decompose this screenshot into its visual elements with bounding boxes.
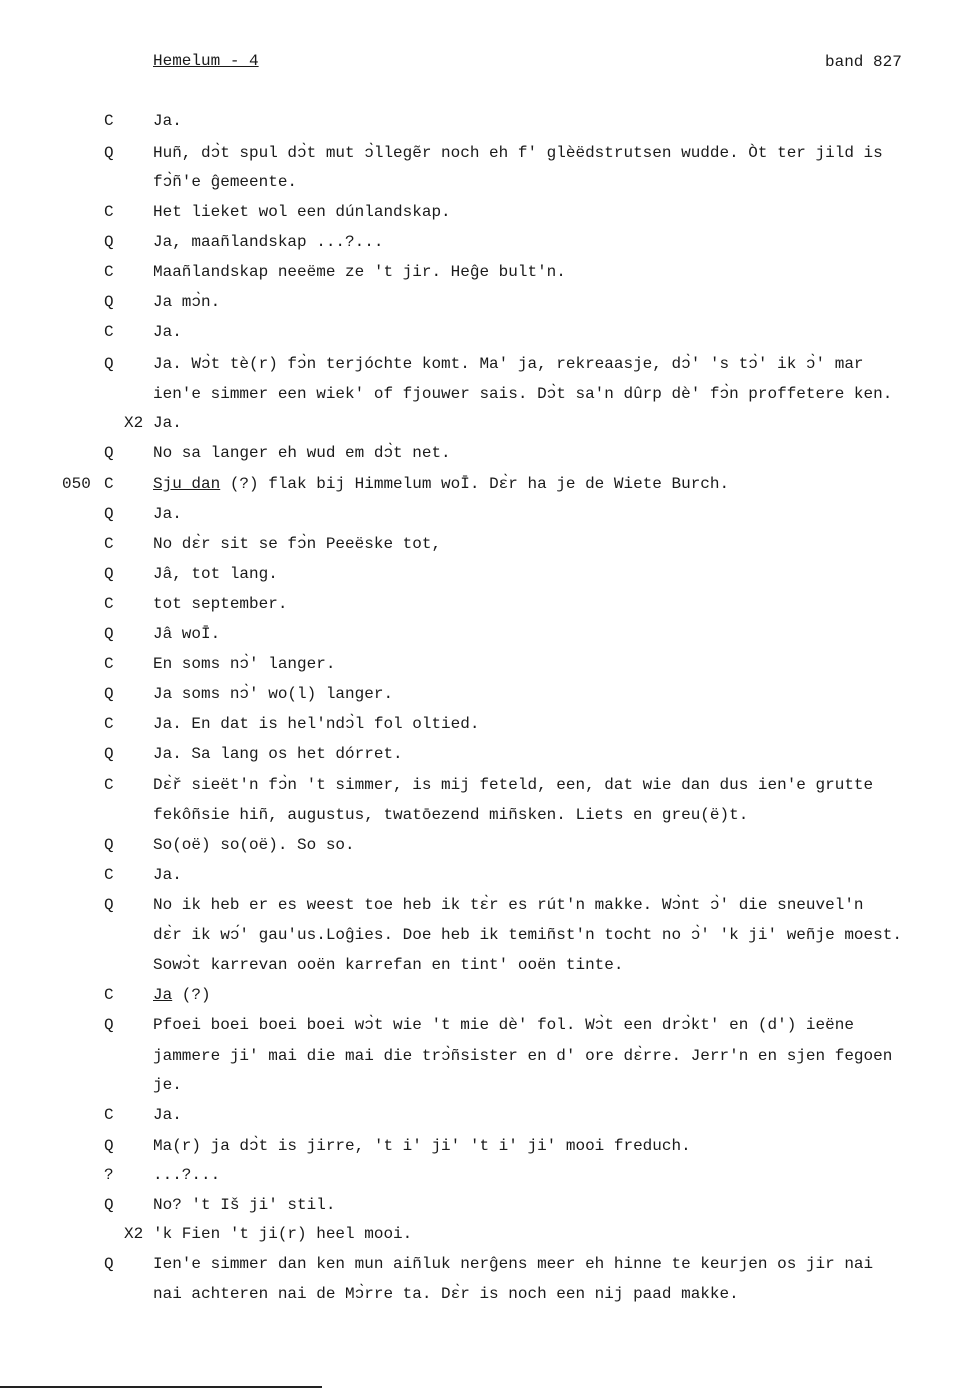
speaker-label: Q [104,685,114,703]
line-text [153,475,729,493]
speaker-label: C [104,655,114,673]
line-text: Ja. [153,323,182,341]
transcript-line [0,475,973,505]
transcript-line [0,1225,973,1255]
margin-line-number: 050 [62,475,91,493]
line-text: Ja. Wɔ̀t tè(r) fɔ̀n terjóchte komt. Ma' ja, rekreaasje, dɔ̀' 's tɔ̀' ik ɔ̀' mar [153,355,864,373]
speaker-label: X2 [124,414,144,432]
speaker-label: Q [104,896,114,914]
line-text: 'k Fien 't ji(r) heel mooi. [153,1225,413,1243]
speaker-label: Q [104,293,114,311]
bottom-divider [0,1386,322,1388]
line-text: Ja mɔ̀n. [153,293,221,311]
underlined-text: Sju dan [153,475,221,493]
line-text: Jâ, tot lang. [153,565,278,583]
speaker-label: Q [104,745,114,763]
line-text: Huñ, dɔ̀t spul dɔ̀t mut ɔ̀llegẽr noch eh f' glèëdstrutsen wudde. Òt ter jild is [153,144,883,162]
line-text: Ja. En dat is hel'ndɔ̀l fol oltied. [153,715,480,733]
speaker-label: C [104,323,114,341]
speaker-label: Q [104,1255,114,1273]
line-text: Ja. [153,414,182,432]
line-text: Ja soms nɔ̀' wo(l) langer. [153,685,394,703]
line-text: No ik heb er es weest toe heb ik tɛ̀r es rút'n makke. Wɔ̀nt ɔ̀' die sneuvel'n [153,896,864,914]
transcript-line [0,1076,973,1106]
speaker-label: Q [104,625,114,643]
line-text: Sowɔ̀t karrevan ooën karrefan en tint' ooën tinte. [153,956,624,974]
transcript-line [0,956,973,986]
line-text: Ja. Sa lang os het dórret. [153,745,403,763]
line-text: ...?... [153,1166,221,1184]
transcript-line [0,385,973,415]
transcript-line [0,144,973,174]
line-text: tot september. [153,595,288,613]
speaker-label: Q [104,836,114,854]
speaker-label: Q [104,355,114,373]
transcript-line [0,112,973,142]
transcript-line [0,745,973,775]
line-text [153,986,211,1004]
line-text: Jâ woĪ. [153,625,221,643]
transcript-line [0,715,973,745]
line-text: ien'e simmer een wiek' of fjouwer sais. Dɔ̀t sa'n dûrp dè' fɔ̀n proffetere ken. [153,385,893,403]
transcript-line [0,293,973,323]
transcript-line [0,233,973,263]
transcript-line [0,1166,973,1196]
speaker-label: C [104,866,114,884]
line-text: Ma(r) ja dɔ̀t is jirre, 't i' ji' 't i' ji' mooi freduch. [153,1137,691,1155]
transcript-line [0,1047,973,1077]
transcript-line [0,655,973,685]
line-text: Ja. [153,112,182,130]
speaker-label: X2 [124,1225,144,1243]
speaker-label: Q [104,444,114,462]
transcript-line [0,625,973,655]
transcript-line [0,1285,973,1315]
transcript-line [0,1255,973,1285]
speaker-label: C [104,595,114,613]
speaker-label: C [104,986,114,1004]
speaker-label: Q [104,565,114,583]
transcript-line [0,986,973,1016]
line-text: Maañlandskap neeëme ze 't jir. Heĝe bult'n. [153,263,566,281]
transcript-line [0,505,973,535]
speaker-label: Q [104,144,114,162]
line-text: No dɛ̀r sit se fɔ̀n Peeëske tot, [153,535,442,553]
line-text: je. [153,1076,182,1094]
transcript-line [0,926,973,956]
transcript-line [0,1016,973,1046]
transcript-line [0,565,973,595]
transcript-line [0,1106,973,1136]
transcript-line [0,1196,973,1226]
speaker-label: C [104,1106,114,1124]
line-text-rest: (?) [172,986,211,1004]
transcript-line [0,685,973,715]
line-text: dɛ̀r ik wɔ́' gau'us.Loĝies. Doe heb ik temiñst'n tocht no ɔ̀' 'k ji' weñje moest. [153,926,902,944]
line-text: En soms nɔ̀' langer. [153,655,336,673]
line-text: Ja. [153,1106,182,1124]
transcript-line [0,414,973,444]
line-text: fɔ̀ñ'e ĝemeente. [153,173,298,191]
transcript-line [0,836,973,866]
line-text: Dɛ̀ř sieët'n fɔ̀n 't simmer, is mij feteld, een, dat wie dan dus ien'e grutte [153,776,874,794]
transcript-line [0,444,973,474]
speaker-label: Q [104,233,114,251]
transcript-line [0,203,973,233]
transcript-line [0,1137,973,1167]
transcript-line [0,776,973,806]
line-text: Het lieket wol een dúnlandskap. [153,203,451,221]
speaker-label: C [104,715,114,733]
line-text-rest: (?) flak bij Himmelum woĪ. Dɛ̀r ha je de Wiete Burch. [220,475,730,493]
transcript-line [0,896,973,926]
line-text: nai achteren nai de Mɔ̀rre ta. Dɛ̀r is noch een nij paad makke. [153,1285,739,1303]
line-text: jammere ji' mai die mai die trɔ̀ñsister en d' ore dɛ̀rre. Jerr'n en sjen fegoen [153,1047,893,1065]
underlined-text: Ja [153,986,173,1004]
speaker-label: ? [104,1166,114,1184]
band-number: band 827 [825,53,902,71]
transcript-line [0,173,973,203]
transcript-line [0,535,973,565]
line-text: Ja. [153,505,182,523]
speaker-label: C [104,776,114,794]
line-text: fekôñsie hiñ, augustus, twatōezend miñsken. Liets en greu(ë)t. [153,806,749,824]
line-text: Ien'e simmer dan ken mun aiñluk nerĝens meer eh hinne te keurjen os jir nai [153,1255,874,1273]
speaker-label: Q [104,1016,114,1034]
line-text: No? 't Iš ji' stil. [153,1196,336,1214]
line-text: No sa langer eh wud em dɔ̀t net. [153,444,451,462]
transcript-line [0,263,973,293]
speaker-label: C [104,535,114,553]
page-title: Hemelum - 4 [153,52,259,70]
speaker-label: C [104,203,114,221]
speaker-label: Q [104,1196,114,1214]
transcript-line [0,323,973,353]
transcript-line [0,355,973,385]
line-text: So(oë) so(oë). So so. [153,836,355,854]
transcript-line [0,866,973,896]
speaker-label: C [104,475,114,493]
transcript-line [0,595,973,625]
line-text: Ja. [153,866,182,884]
speaker-label: Q [104,505,114,523]
speaker-label: Q [104,1137,114,1155]
speaker-label: C [104,263,114,281]
speaker-label: C [104,112,114,130]
line-text: Pfoei boei boei boei wɔ̀t wie 't mie dè' fol. Wɔ̀t een drɔ̀kt' en (d') ieëne [153,1016,854,1034]
line-text: Ja, maañlandskap ...?... [153,233,384,251]
transcript-line [0,806,973,836]
